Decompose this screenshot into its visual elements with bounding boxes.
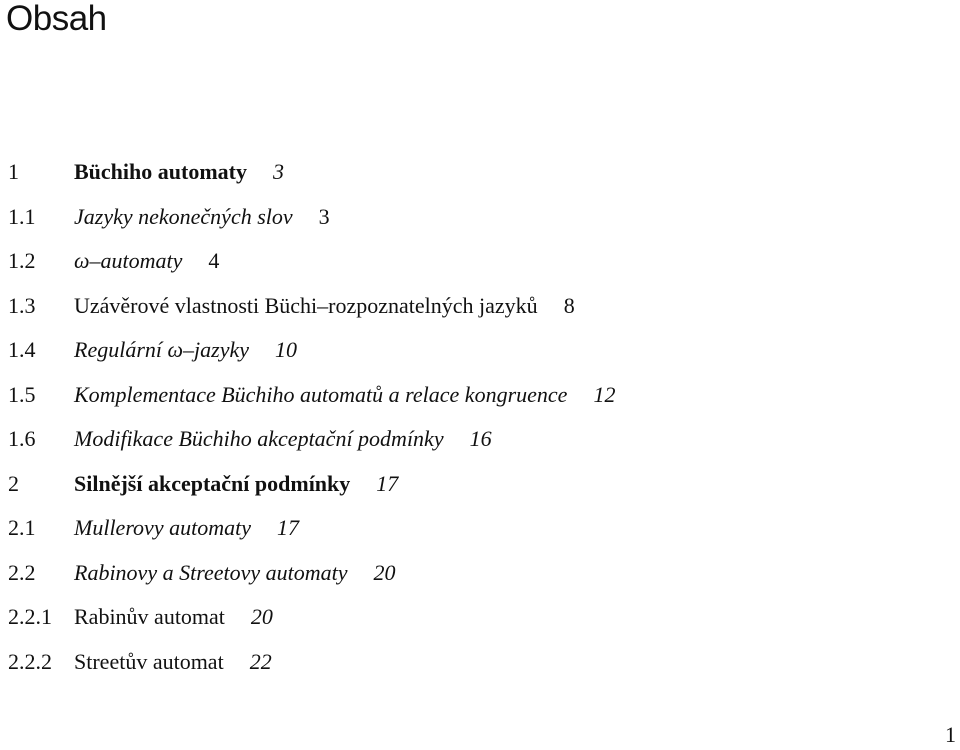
toc-entry-number: 1 (8, 159, 19, 185)
toc-entry-title: ω–automaty (74, 248, 183, 274)
toc-entry-title: Rabinův automat (74, 604, 225, 630)
toc-entry-chapter-2[interactable] (8, 462, 948, 507)
toc-entry-number: 1.6 (8, 426, 36, 452)
toc-entry-title: Uzávěrové vlastnosti Büchi–rozpoznatelných jazyků (74, 292, 538, 318)
toc-entry-title: Komplementace Büchiho automatů a relace kongruence (74, 381, 568, 407)
toc-entry-title: Silnější akceptační podmínky (74, 470, 351, 496)
toc-entry-section-2-1[interactable] (8, 506, 948, 551)
toc-entry-page: 3 (272, 159, 284, 185)
toc-entry-number: 1.3 (8, 292, 36, 318)
toc-entry-number: 1.5 (8, 381, 36, 407)
toc-entry-title: Streetův automat (74, 648, 224, 674)
toc-entry-page: 20 (373, 559, 396, 585)
toc-entry-title: Büchiho automaty (74, 159, 247, 185)
toc-entry-number: 2 (8, 470, 19, 496)
table-of-contents (8, 150, 948, 684)
toc-entry-page: 17 (376, 470, 399, 496)
toc-entry-section-2-2[interactable] (8, 551, 948, 596)
toc-entry-number: 2.2.1 (8, 604, 52, 630)
toc-entry-title: Regulární ω–jazyky (74, 337, 249, 363)
page-number: 1 (945, 722, 956, 747)
toc-entry-page: 20 (250, 604, 273, 630)
toc-entry-number: 1.1 (8, 203, 36, 229)
toc-entry-page: 22 (249, 648, 272, 674)
toc-entry-section-1-5[interactable] (8, 373, 948, 418)
toc-entry-number: 2.1 (8, 515, 36, 541)
toc-entry-number: 1.2 (8, 248, 36, 274)
toc-entry-subsection-2-2-2[interactable] (8, 640, 948, 685)
toc-entry-title: Mullerovy automaty (74, 515, 251, 541)
toc-entry-title: Jazyky nekonečných slov (74, 203, 293, 229)
toc-entry-number: 2.2.2 (8, 648, 52, 674)
toc-entry-number: 1.4 (8, 337, 36, 363)
toc-entry-title: Rabinovy a Streetovy automaty (74, 559, 348, 585)
toc-entry-section-1-2[interactable] (8, 239, 948, 284)
toc-entry-page: 17 (276, 515, 299, 541)
page-title: Obsah (6, 0, 107, 38)
toc-entry-title: Modifikace Büchiho akceptační podmínky (74, 426, 444, 452)
toc-entry-chapter-1[interactable] (8, 150, 948, 195)
toc-entry-section-1-1[interactable] (8, 195, 948, 240)
toc-entry-number: 2.2 (8, 559, 36, 585)
toc-entry-section-1-4[interactable] (8, 328, 948, 373)
toc-entry-page: 8 (563, 292, 575, 318)
toc-entry-section-1-6[interactable] (8, 417, 948, 462)
toc-entry-page: 3 (318, 203, 330, 229)
toc-entry-section-1-3[interactable] (8, 284, 948, 329)
toc-entry-subsection-2-2-1[interactable] (8, 595, 948, 640)
toc-entry-page: 12 (593, 381, 616, 407)
toc-entry-page: 10 (275, 337, 297, 363)
toc-entry-page: 4 (208, 248, 220, 274)
toc-entry-page: 16 (469, 426, 492, 452)
